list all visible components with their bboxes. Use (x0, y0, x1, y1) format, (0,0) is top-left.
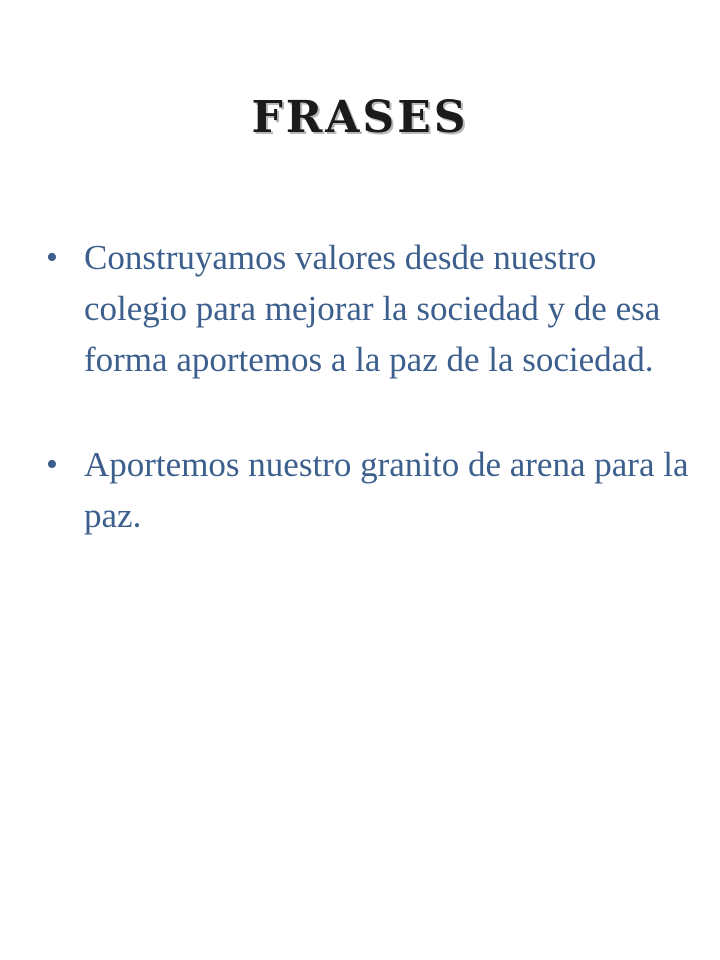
list-item (0, 232, 720, 385)
bullet-icon: • (46, 446, 58, 483)
bullet-list (0, 232, 720, 595)
slide-title: FRASES (251, 92, 469, 143)
bullet-text: Construyamos valores desde nuestro colegio para mejorar la sociedad y de esa forma aportemos a la paz de la sociedad. (84, 238, 661, 379)
bullet-icon: • (46, 239, 58, 276)
list-item (0, 439, 720, 541)
bullet-text: Aportemos nuestro granito de arena para la paz. (84, 445, 689, 535)
